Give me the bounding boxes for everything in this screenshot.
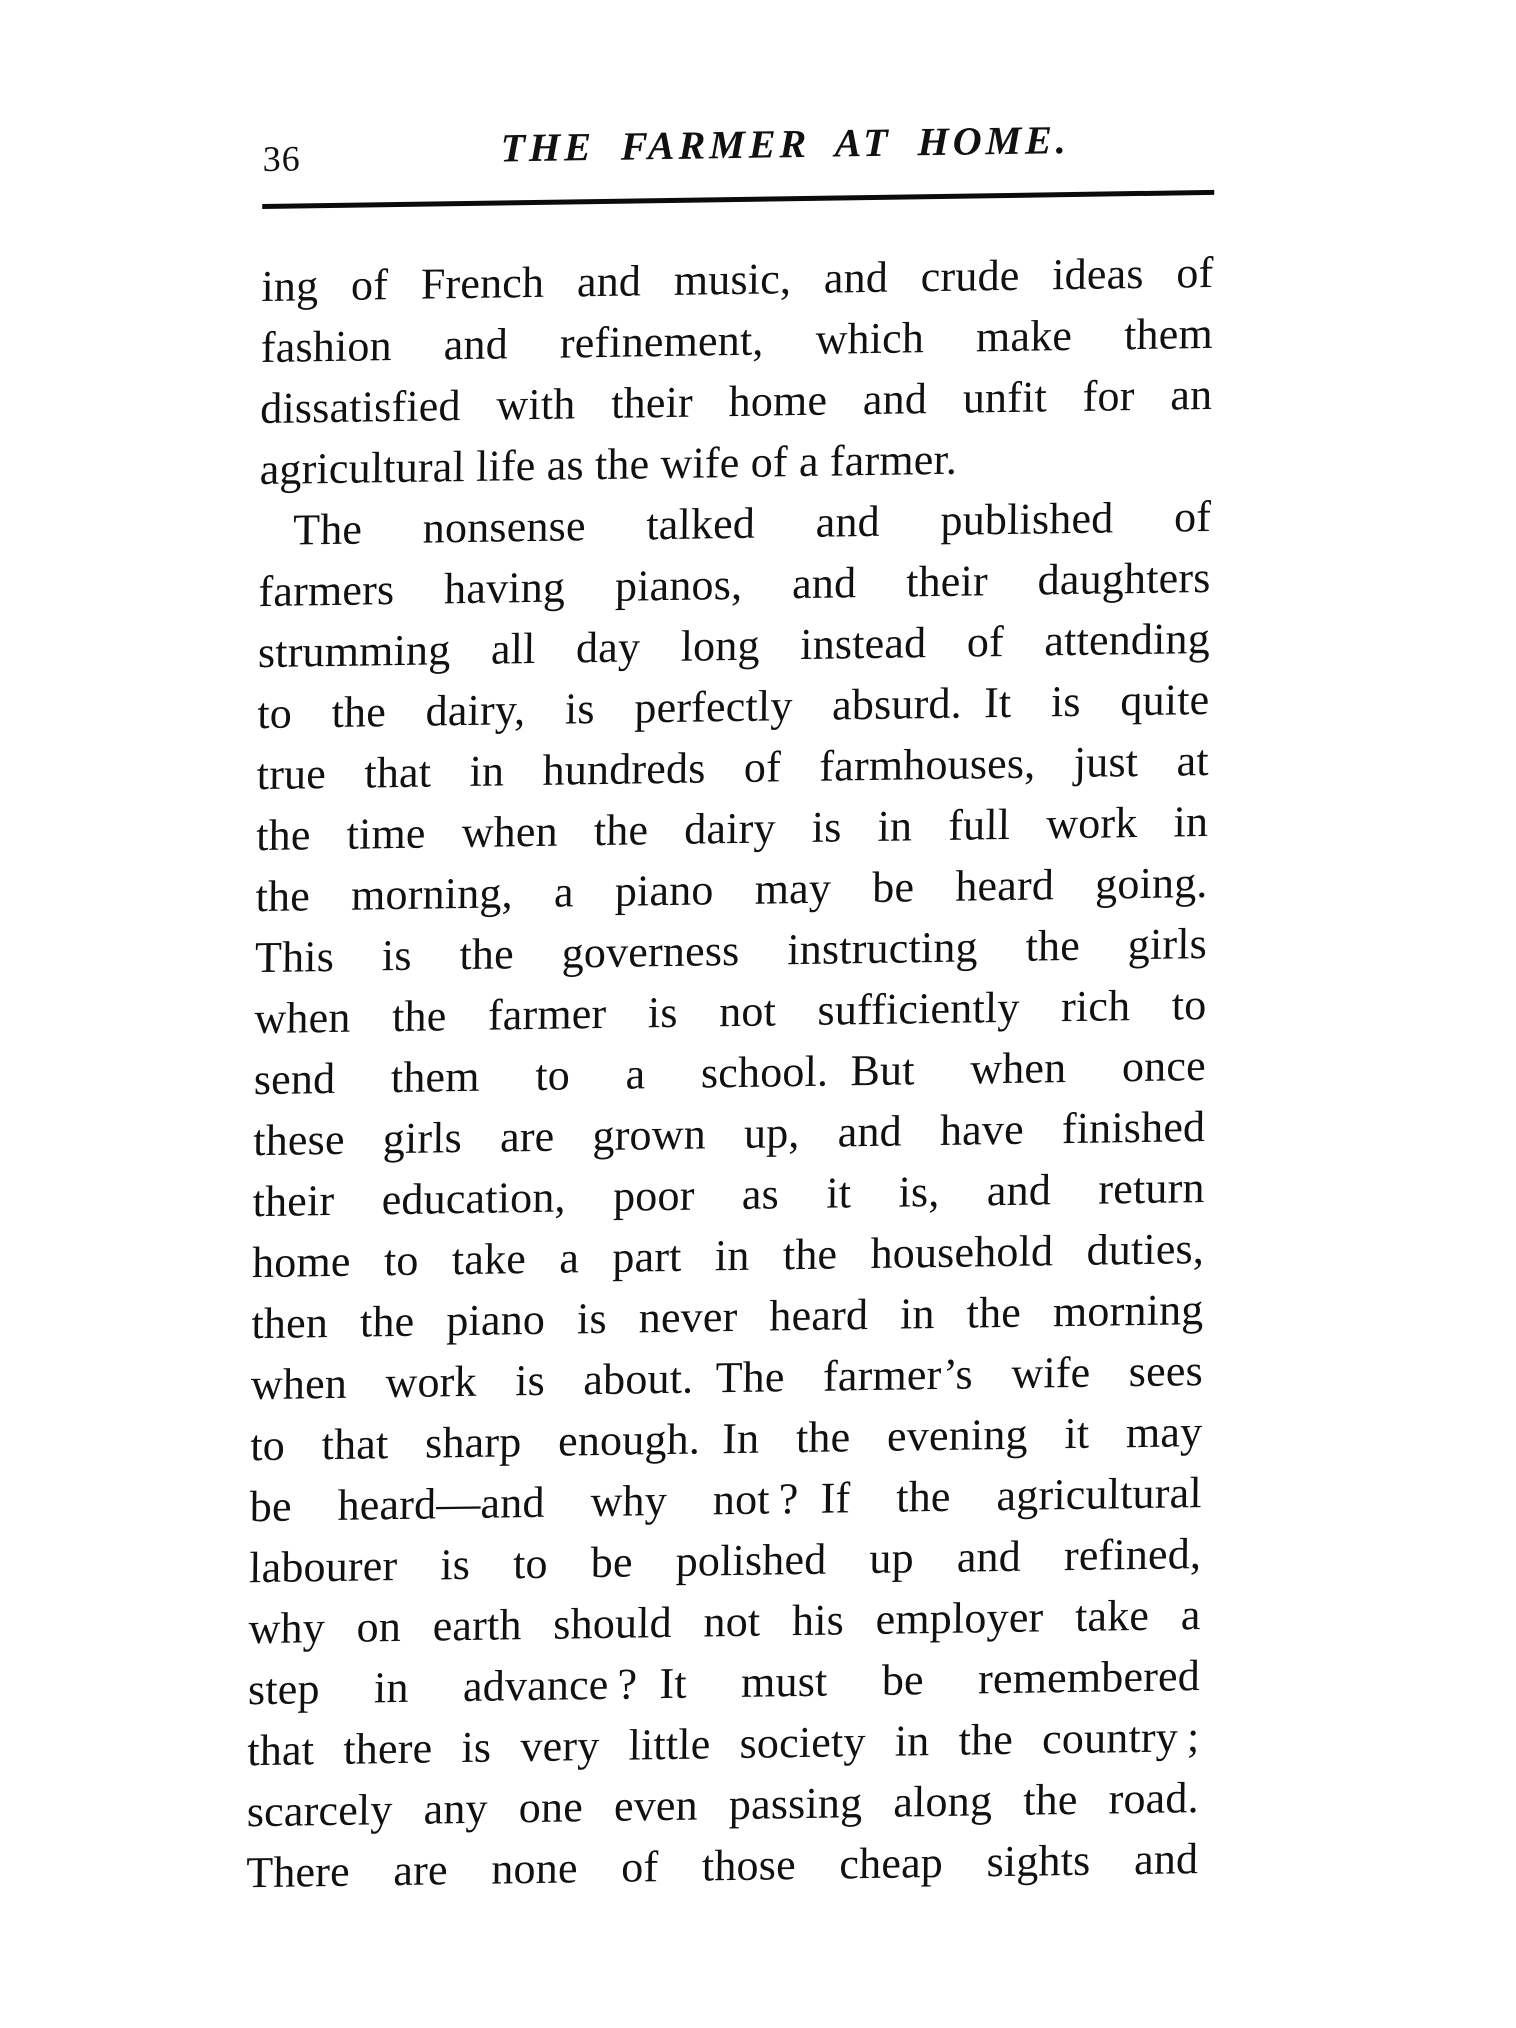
text-line: home to take a part in the household duties, xyxy=(251,1224,1205,1288)
text-line: when the farmer is not sufficiently rich to xyxy=(254,979,1207,1044)
text-line: these girls are grown up, and have finished xyxy=(253,1102,1206,1166)
text-line: to that sharp enough. In the evening it may xyxy=(250,1407,1203,1471)
text-line: step in advance ? It must be remembered xyxy=(247,1651,1201,1715)
running-title: THE FARMER AT HOME. xyxy=(500,117,1071,171)
text-line: dissatisfied with their home and unfit for an xyxy=(260,369,1213,434)
text-line: to the dairy, is perfectly absurd. It is quite xyxy=(257,674,1210,739)
text-line: then the piano is never heard in the morning xyxy=(251,1285,1204,1349)
text-line: be heard—and why not ? If the agricultural xyxy=(249,1468,1203,1532)
text-line: why on earth should not his employer take a xyxy=(248,1590,1201,1654)
header-rule xyxy=(262,190,1214,209)
page-number: 36 xyxy=(262,138,301,180)
text-line: farmers having pianos, and their daughters xyxy=(258,552,1211,617)
text-line: their education, poor as it is, and return xyxy=(252,1163,1205,1227)
text-line: This is the governess instructing the girls xyxy=(254,918,1208,983)
text-line: the time when the dairy is in full work in xyxy=(255,796,1209,861)
text-line: fashion and refinement, which make them xyxy=(260,308,1214,373)
text-line: strumming all day long instead of attending xyxy=(257,613,1211,678)
text-line: true that in hundreds of farmhouses, just at xyxy=(256,735,1210,800)
text-line: The nonsense talked and published of xyxy=(292,491,1212,555)
running-head xyxy=(263,114,1215,180)
text-line: labourer is to be polished up and refined, xyxy=(248,1529,1202,1593)
text-line: scarcely any one even passing along the road. xyxy=(246,1773,1200,1837)
text-line: the morning, a piano may be heard going. xyxy=(255,857,1208,922)
text-line: that there is very little society in the country ; xyxy=(247,1712,1200,1776)
body-text xyxy=(246,242,1214,1903)
page-content xyxy=(246,114,1215,1903)
text-line: There are none of those cheap sights and xyxy=(246,1834,1199,1898)
text-line: when work is about. The farmer’s wife sees xyxy=(250,1346,1204,1410)
text-line: ing of French and music, and crude ideas of xyxy=(261,247,1214,312)
text-line: send them to a school. But when once xyxy=(253,1041,1207,1105)
text-line: agricultural life as the wife of a farmer. xyxy=(259,434,958,495)
